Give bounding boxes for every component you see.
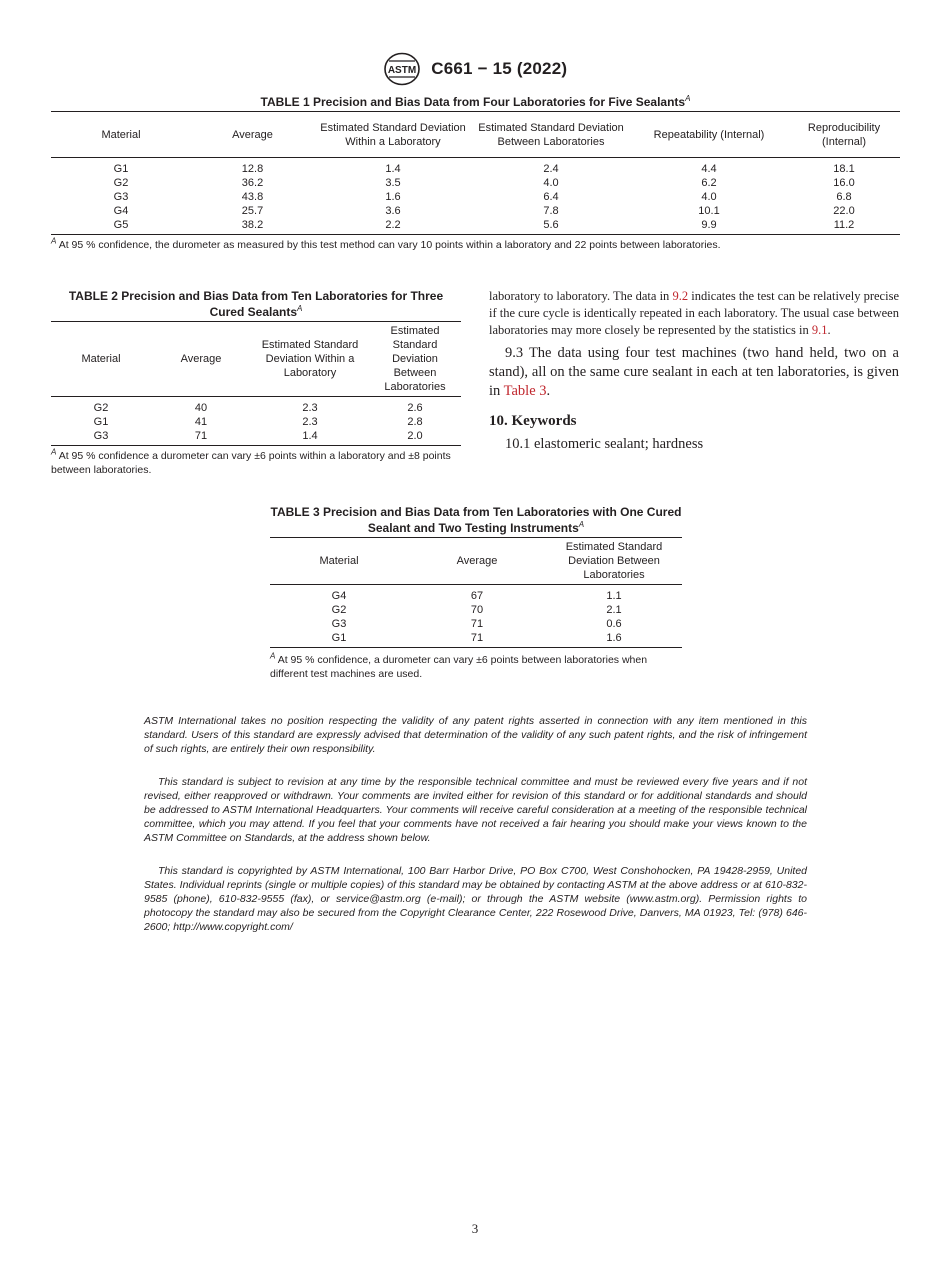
table-cell: G2 bbox=[113, 177, 129, 189]
table-2-grid bbox=[51, 321, 461, 446]
column-header: Material bbox=[81, 353, 121, 365]
table-cell: 7.8 bbox=[543, 205, 559, 217]
standard-designation: C661 − 15 (2022) bbox=[431, 59, 568, 78]
page-header bbox=[0, 52, 950, 86]
table-cell: 2.3 bbox=[302, 416, 318, 428]
table-cell: 6.4 bbox=[543, 191, 559, 203]
column-header: Material bbox=[319, 555, 359, 567]
table-cell: 2.3 bbox=[302, 402, 318, 414]
section-9-1-link[interactable]: 9.1 bbox=[811, 323, 828, 337]
column-header: Estimated Standard Deviation Within a Laboratory bbox=[320, 121, 466, 148]
revision-notice: This standard is subject to revision at any time by the responsible technical committee and must be reviewed every five years and if not revised, either reapproved or withdrawn. Your comments are invited either for revision of this standard or for additional standards and should be addressed to ASTM International Headquarters. Your comments will receive careful consideration at a meeting of the responsible technical committee, which you may attend. If you feel that your comments have not received a fair hearing you should make your views known to the ASTM Committee on Standards, at the address shown below. bbox=[144, 776, 807, 844]
table-row bbox=[270, 617, 682, 631]
table-cell: 6.8 bbox=[836, 191, 852, 203]
column-header: Average bbox=[180, 353, 222, 365]
table-cell: 2.0 bbox=[407, 430, 423, 442]
column-header: Average bbox=[456, 555, 498, 567]
table-cell: G4 bbox=[331, 590, 347, 602]
table-cell: G3 bbox=[93, 430, 109, 442]
astm-logo-icon bbox=[383, 52, 421, 86]
table-cell: 25.7 bbox=[241, 205, 264, 217]
table-cell: 43.8 bbox=[241, 191, 264, 203]
table-2-caption: TABLE 2 Precision and Bias Data from Ten Laboratories for Three Cured Sealants$^A$ bbox=[68, 289, 444, 319]
table-cell: 1.1 bbox=[606, 590, 622, 602]
table-cell: 4.0 bbox=[543, 177, 559, 189]
table-cell: 4.4 bbox=[701, 163, 717, 175]
table-3-caption: TABLE 3 Precision and Bias Data from Ten Laboratories with One Cured Sealant and Two Testing Instruments$^A$ bbox=[270, 505, 682, 535]
table-row bbox=[51, 397, 461, 416]
table-cell: 10.1 bbox=[698, 205, 720, 217]
table-cell: 2.6 bbox=[407, 402, 423, 414]
table-cell: G1 bbox=[113, 163, 129, 175]
table-cell: 16.0 bbox=[833, 177, 855, 189]
table-2 bbox=[51, 288, 461, 477]
section-9-2-link[interactable]: 9.2 bbox=[672, 289, 689, 303]
table-cell: 71 bbox=[194, 430, 208, 442]
table-cell: 1.4 bbox=[385, 163, 401, 175]
table-3-grid bbox=[270, 537, 682, 648]
table-cell: G4 bbox=[113, 205, 129, 217]
table-cell: 71 bbox=[470, 632, 484, 644]
table-cell: 2.4 bbox=[543, 163, 559, 175]
column-header: Estimated Standard Deviation Between Laboratories bbox=[478, 121, 624, 148]
paragraph-continuation: laboratory to laboratory. The data in 9.2 indicates the test can be relatively precise if the cure cycle is identically repeated in each laboratory. The usual case between laboratories may more closely be represented by the statistics in 9.1. bbox=[489, 289, 899, 337]
table-cell: 70 bbox=[470, 604, 484, 616]
page-number: 3 bbox=[471, 1221, 479, 1236]
table-cell: 22.0 bbox=[833, 205, 855, 217]
column-header: Estimated Standard Deviation Between Laboratories bbox=[384, 325, 446, 393]
table-row bbox=[51, 415, 461, 429]
copyright-notice: This standard is copyrighted by ASTM International, 100 Barr Harbor Drive, PO Box C700, West Conshohocken, PA 19428-2959, United States. Individual reprints (single or multiple copies) of this standard may be obtained by contacting ASTM at the above address or at 610-832-9585 (phone), 610-832-9555 (fax), or service@astm.org (e-mail); or through the ASTM website (www.astm.org). Permission rights to photocopy the standard may also be secured from the Copyright Clearance Center, 222 Rosewood Drive, Danvers, MA 01923, Tel: (978) 646-2600; http://www.copyright.com/ bbox=[144, 865, 807, 933]
column-header: Estimated Standard Deviation Within a Laboratory bbox=[261, 339, 359, 379]
table-cell: G2 bbox=[93, 402, 109, 414]
table-cell: 3.5 bbox=[385, 177, 401, 189]
column-header: Repeatability (Internal) bbox=[653, 128, 765, 141]
table-row bbox=[270, 585, 682, 604]
table-1-footnote: $^A$ At 95 % confidence, the durometer as measured by this test method can vary 10 points within a laboratory and 22 points between laboratories. bbox=[51, 236, 721, 251]
table-cell: 9.9 bbox=[701, 219, 717, 231]
table-cell: 36.2 bbox=[241, 177, 264, 189]
section-heading: 10. Keywords bbox=[489, 413, 577, 429]
table-cell: 2.8 bbox=[407, 416, 423, 428]
table-3-footnote: $^A$ At 95 % confidence, a durometer can vary ±6 points between laboratories when different test machines are used. bbox=[270, 651, 648, 680]
table-cell: G1 bbox=[331, 632, 347, 644]
table-cell: 1.6 bbox=[606, 632, 622, 644]
table-cell: 6.2 bbox=[701, 177, 717, 189]
paragraph-9-3: 9.3 The data using four test machines (two hand held, two on a stand), all on the same cure sealant in each at ten laboratories, is given in Table 3. bbox=[489, 345, 899, 399]
table-3 bbox=[270, 504, 682, 681]
table-cell: 2.1 bbox=[606, 604, 622, 616]
table-cell: 11.2 bbox=[833, 219, 855, 231]
table-cell: 2.2 bbox=[385, 219, 401, 231]
table-row bbox=[270, 631, 682, 648]
table-cell: 71 bbox=[470, 618, 484, 630]
column-header: Material bbox=[101, 128, 141, 141]
table-cell: 67 bbox=[470, 590, 484, 602]
column-header: Estimated Standard Deviation Between Laboratories bbox=[565, 541, 663, 581]
table-cell: 12.8 bbox=[241, 163, 264, 175]
table-cell: G5 bbox=[113, 219, 129, 231]
table-cell: 1.6 bbox=[385, 191, 401, 203]
table-1 bbox=[51, 94, 900, 252]
table-row bbox=[51, 190, 900, 204]
table-cell: G2 bbox=[331, 604, 347, 616]
table-cell: 3.6 bbox=[385, 205, 401, 217]
table-cell: 0.6 bbox=[606, 618, 622, 630]
table-cell: G1 bbox=[93, 416, 109, 428]
column-header: Average bbox=[232, 128, 273, 141]
right-column bbox=[489, 288, 899, 453]
table-cell: 4.0 bbox=[701, 191, 717, 203]
table-cell: G3 bbox=[331, 618, 347, 630]
table-cell: 40 bbox=[194, 402, 208, 414]
keywords-text: 10.1 elastomeric sealant; hardness bbox=[505, 436, 704, 452]
table-row bbox=[270, 603, 682, 617]
table-1-caption: TABLE 1 Precision and Bias Data from Four Laboratories for Five Sealants$^A$ bbox=[260, 94, 691, 109]
table-row bbox=[51, 158, 900, 177]
table-cell: G3 bbox=[113, 191, 129, 203]
table-cell: 38.2 bbox=[241, 219, 264, 231]
patent-notice: ASTM International takes no position respecting the validity of any patent rights asserted in connection with any item mentioned in this standard. Users of this standard are expressly advised that determination of the validity of any such patent rights, and the risk of infringement of such rights, are entirely their own responsibility. bbox=[144, 715, 807, 755]
column-header: Reproducibility (Internal) bbox=[807, 121, 881, 148]
table-3-link[interactable]: Table 3 bbox=[503, 383, 547, 399]
table-row bbox=[51, 218, 900, 235]
svg-text:ASTM: ASTM bbox=[387, 65, 416, 76]
table-row bbox=[51, 204, 900, 218]
table-cell: 41 bbox=[194, 416, 208, 428]
table-1-grid bbox=[51, 111, 900, 235]
table-2-footnote: $^A$ At 95 % confidence a durometer can vary ±6 points within a laboratory and ±8 points between laboratories. bbox=[51, 447, 451, 476]
table-cell: 1.4 bbox=[302, 430, 318, 442]
table-cell: 18.1 bbox=[833, 163, 855, 175]
table-cell: 5.6 bbox=[543, 219, 559, 231]
table-row bbox=[51, 429, 461, 446]
table-row bbox=[51, 176, 900, 190]
